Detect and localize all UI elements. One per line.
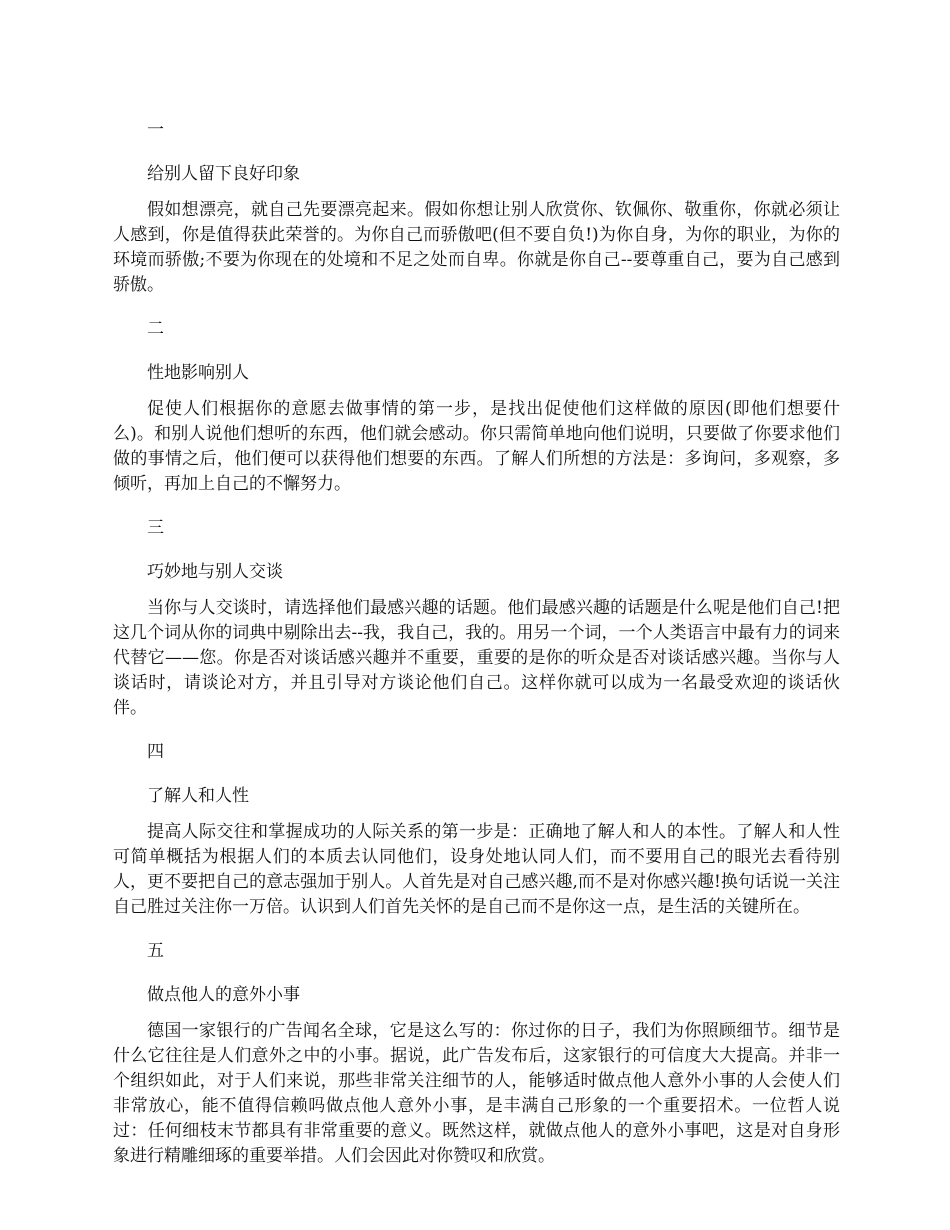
section-5-number: 五 (147, 941, 164, 961)
section-4-title: 了解人和人性 (147, 786, 249, 806)
section-5-title: 做点他人的意外小事 (147, 985, 300, 1005)
section-3-number: 三 (147, 518, 164, 538)
section-2-number: 二 (147, 319, 164, 339)
document-page (113, 118, 840, 1188)
section-5-body: 德国一家银行的广告闻名全球，它是这么写的：你过你的日子，我们为你照顾细节。细节是什么它往往是人们意外之中的小事。据说，此广告发布后，这家银行的可信度大大提高。并非一个组织如此，对于人们来说，那些非常关注细节的人，能够适时做点他人意外小事的人会使人们非常放心，能不值得信赖吗做点他人意外小事，是丰满自己形象的一个重要招术。一位哲人说过：任何细枝末节都具有非常重要的意义。既然这样，就做点他人的意外小事吧，这是对自身形象进行精雕细琢的重要举措。人们会因此对你赞叹和欣赏。 (113, 1021, 840, 1166)
section-3-title: 巧妙地与别人交谈 (147, 562, 283, 582)
section-1-body: 假如想漂亮，就自己先要漂亮起来。假如你想让别人欣赏你、钦佩你、敬重你，你就必须让人感到，你是值得获此荣誉的。为你自己而骄傲吧(但不要自负!)为你自身，为你的职业，为你的环境而骄傲;不要为你现在的处境和不足之处而自卑。你就是你自己--要尊重自己，要为自己感到骄傲。 (113, 200, 840, 295)
section-4-number: 四 (147, 742, 164, 762)
section-1-number: 一 (147, 120, 164, 140)
section-1-title: 给别人留下良好印象 (147, 164, 300, 184)
section-4-body: 提高人际交往和掌握成功的人际关系的第一步是：正确地了解人和人的本性。了解人和人性可简单概括为根据人们的本质去认同他们，设身处地认同人们，而不要用自己的眼光去看待别人，更不要把自己的意志强加于别人。人首先是对自己感兴趣,而不是对你感兴趣!换句话说一关注自己胜过关注你一万倍。认识到人们首先关怀的是自己而不是你这一点，是生活的关键所在。 (113, 822, 840, 917)
section-2-title: 性地影响别人 (147, 363, 249, 383)
section-3-body: 当你与人交谈时，请选择他们最感兴趣的话题。他们最感兴趣的话题是什么呢是他们自己!把这几个词从你的词典中剔除出去--我，我自己，我的。用另一个词，一个人类语言中最有力的词来代替它——您。你是否对谈话感兴趣并不重要，重要的是你的听众是否对谈话感兴趣。当你与人谈话时，请谈论对方，并且引导对方谈论他们自己。这样你就可以成为一名最受欢迎的谈话伙伴。 (113, 598, 840, 718)
section-2-body: 促使人们根据你的意愿去做事情的第一步，是找出促使他们这样做的原因(即他们想要什么)。和别人说他们想听的东西，他们就会感动。你只需简单地向他们说明，只要做了你要求他们做的事情之后，他们便可以获得他们想要的东西。了解人们所想的方法是：多询问，多观察，多倾听，再加上自己的不懈努力。 (113, 399, 840, 494)
